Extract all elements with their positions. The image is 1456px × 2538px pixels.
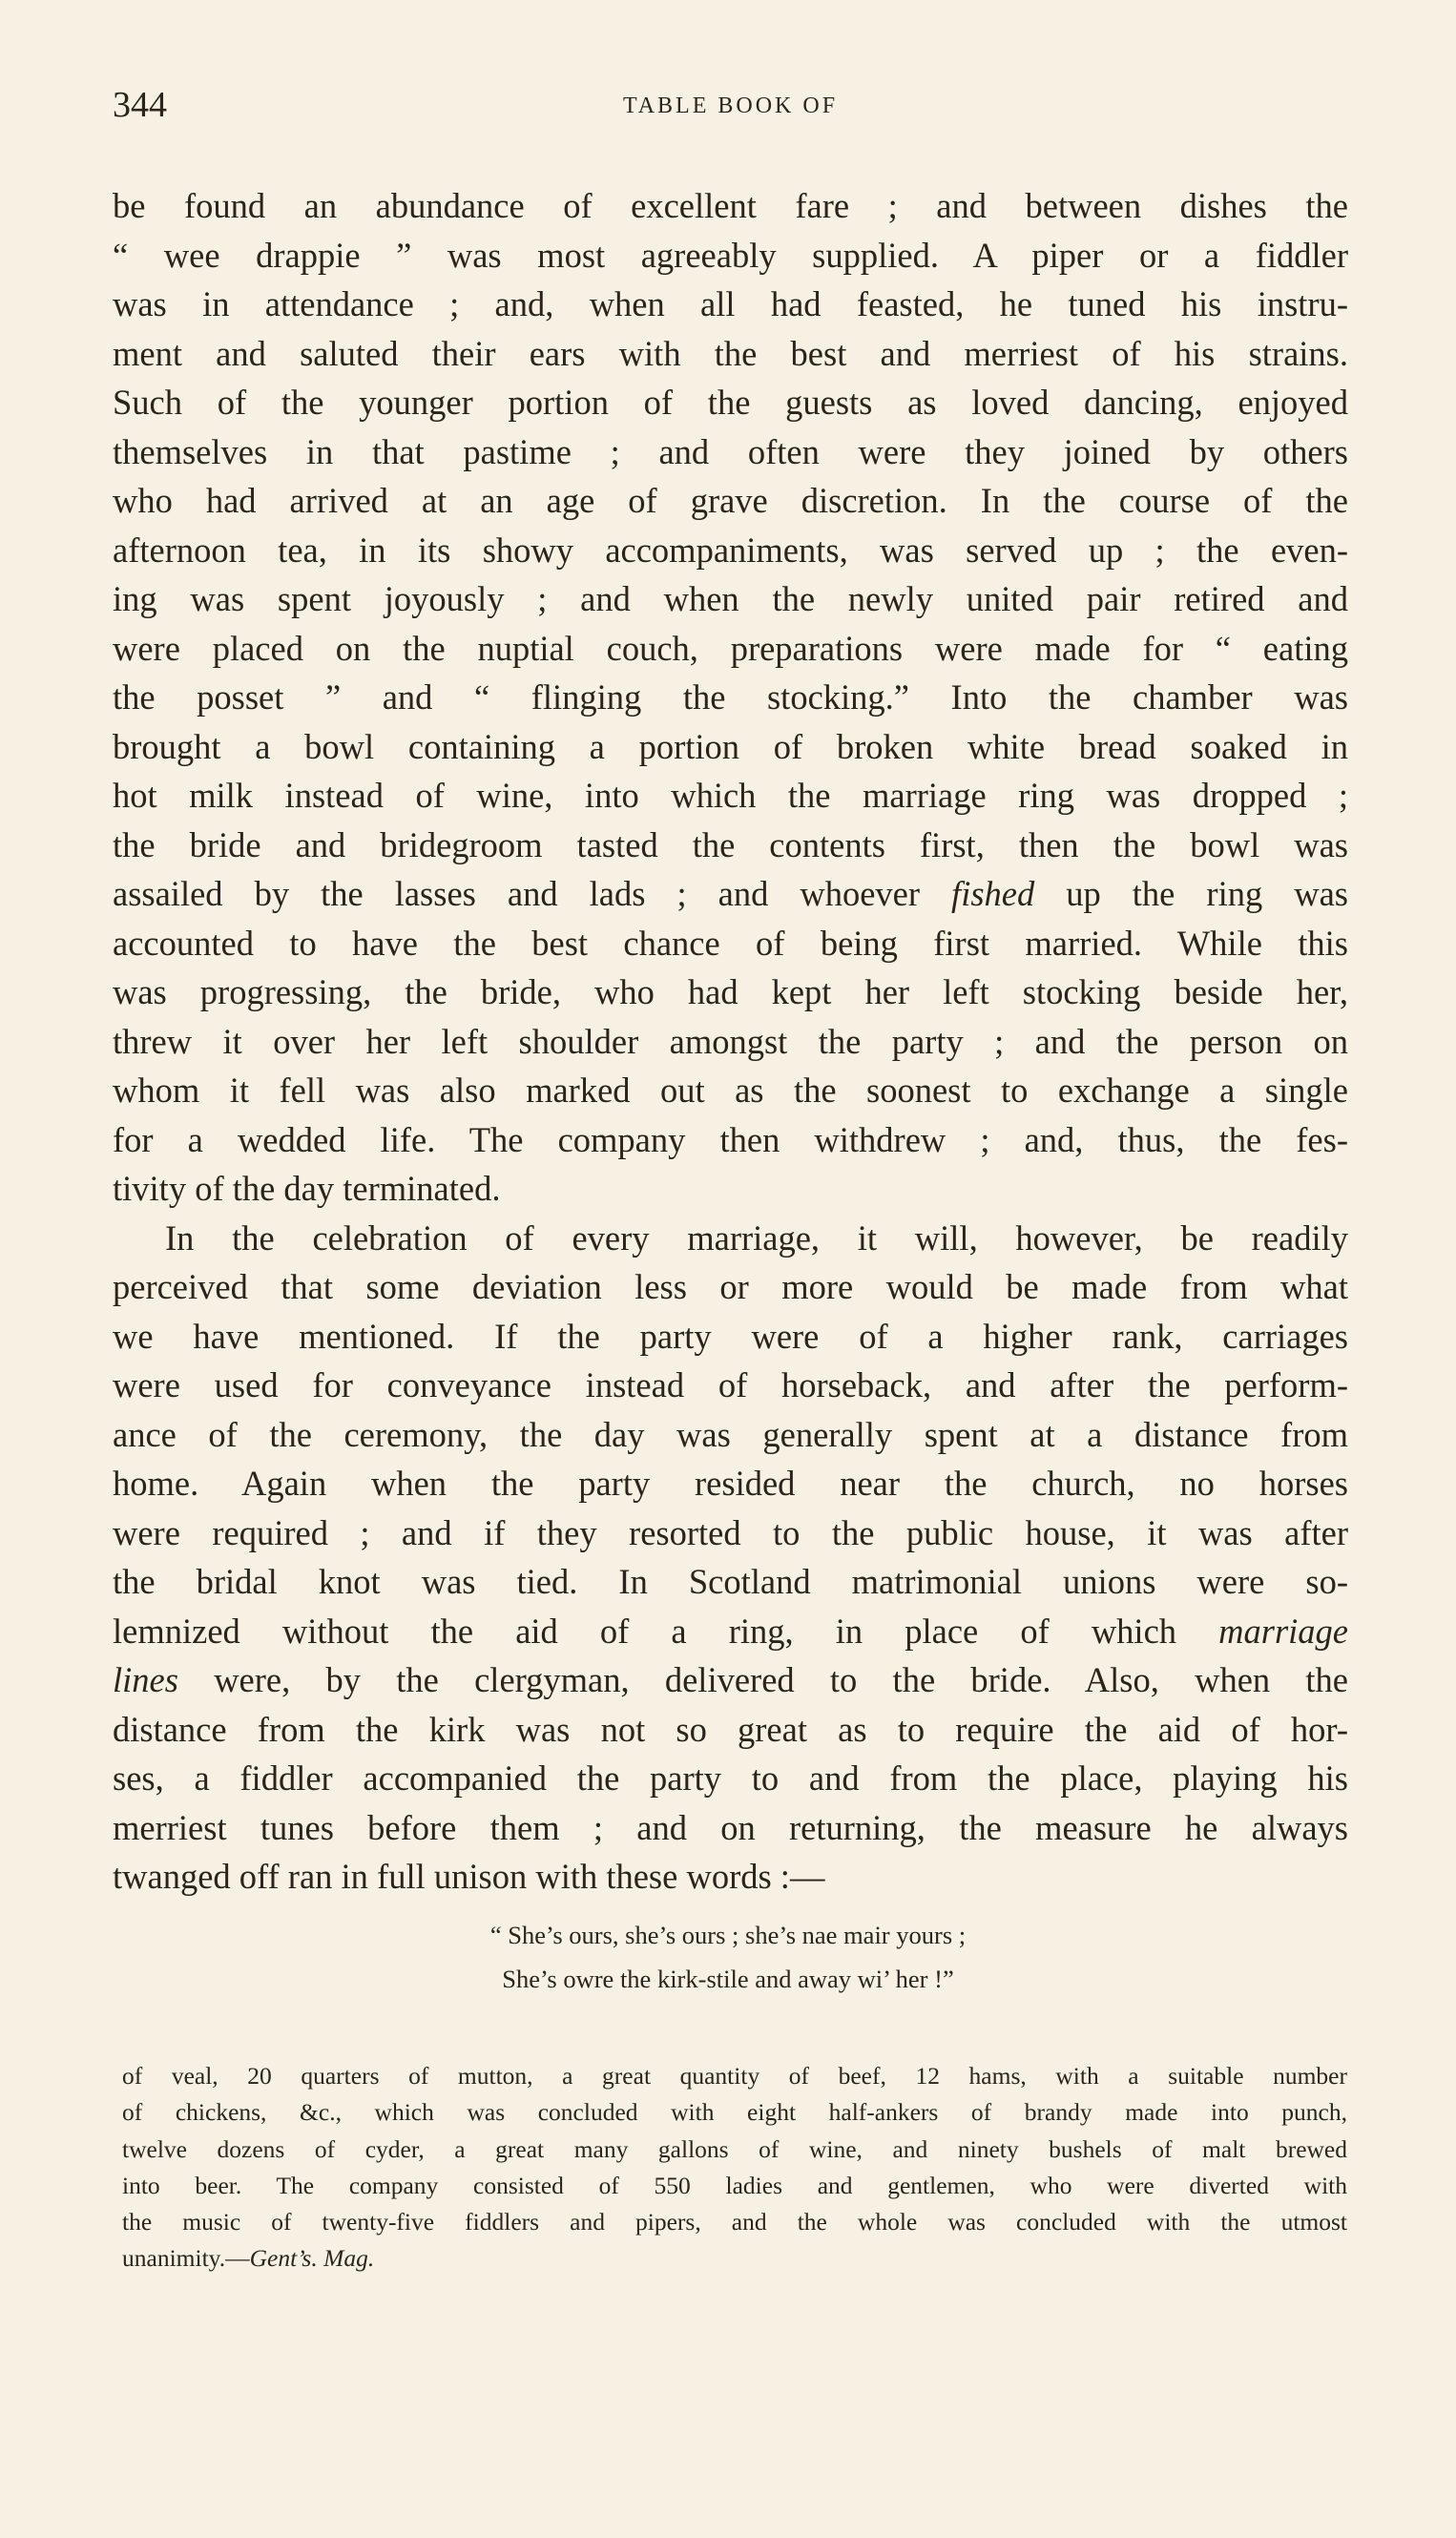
footnote-line: the music of twenty-five fiddlers and pipers, and the whole was concluded with the utmost (122, 2208, 1347, 2236)
text-segment: up the ring was (1066, 874, 1348, 913)
text-line: brought a bowl containing a portion of broken white bread soaked in (113, 726, 1348, 766)
text-line: twanged off ran in full unison with these words :— (113, 1857, 825, 1896)
text-line: accounted to have the best chance of being first married. While this (113, 923, 1348, 963)
verse-line: “ She’s ours, she’s ours ; she’s nae mair yours ; (489, 1921, 967, 1949)
text-line: “ wee drappie ” was most agreeably supplied. A piper or a fiddler (113, 235, 1348, 275)
footnote-line: into beer. The company consisted of 550 ladies and gentlemen, who were diverted with (122, 2171, 1347, 2199)
italic-word: marriage (1218, 1611, 1348, 1651)
text-line (113, 869, 1348, 919)
text-line: merriest tunes before them ; and on returning, the measure he always (113, 1807, 1348, 1847)
text-line: ment and saluted their ears with the best and merriest of his strains. (113, 333, 1348, 373)
text-line: tivity of the day terminated. (113, 1169, 501, 1208)
footnote (122, 2058, 1347, 2278)
text-line (113, 1655, 1348, 1705)
text-line: who had arrived at an age of grave discretion. In the course of the (113, 481, 1348, 520)
text-line: afternoon tea, in its showy accompaniments, was served up ; the even- (113, 530, 1348, 570)
text-line: Such of the younger portion of the guests as loved dancing, enjoyed (113, 383, 1348, 422)
text-line: were placed on the nuptial couch, preparations were made for “ eating (113, 628, 1348, 668)
text-line: distance from the kirk was not so great as to require the aid of hor- (113, 1709, 1348, 1749)
text-line: perceived that some deviation less or more would be made from what (113, 1267, 1348, 1306)
text-line: were required ; and if they resorted to the public house, it was after (113, 1512, 1348, 1552)
text-line: hot milk instead of wine, into which the marriage ring was dropped ; (113, 776, 1348, 815)
text-line: the bride and bridegroom tasted the contents first, then the bowl was (113, 824, 1348, 864)
running-head: TABLE BOOK OF (622, 94, 839, 118)
text-line: whom it fell was also marked out as the soonest to exchange a single (113, 1071, 1348, 1110)
text-segment: lemnized without the aid of a ring, in place of which (113, 1611, 1177, 1651)
footnote-line: of chickens, &c., which was concluded with eight half-ankers of brandy made into punch, (122, 2098, 1347, 2127)
text-line: we have mentioned. If the party were of a higher rank, carriages (113, 1316, 1348, 1356)
footnote-line: of veal, 20 quarters of mutton, a great quantity of beef, 12 hams, with a suitable number (122, 2062, 1347, 2090)
text-line: was in attendance ; and, when all had feasted, he tuned his instru- (113, 284, 1348, 323)
citation: Gent’s. Mag. (249, 2244, 375, 2273)
text-line: themselves in that pastime ; and often were they joined by others (113, 431, 1348, 471)
text-segment: unanimity.— (122, 2244, 250, 2273)
text-line: were used for conveyance instead of horseback, and after the perform- (113, 1365, 1348, 1404)
text-line: ance of the ceremony, the day was generally spent at a distance from (113, 1414, 1348, 1454)
italic-word: fished (951, 874, 1035, 913)
text-segment: assailed by the lasses and lads ; and whoever (113, 874, 921, 913)
text-segment: were, by the clergyman, delivered to the bride. Also, when the (214, 1660, 1349, 1699)
text-line: ing was spent joyously ; and when the newly united pair retired and (113, 579, 1348, 618)
text-line: In the celebration of every marriage, it will, however, be readily (165, 1217, 1348, 1258)
footnote-line (122, 2240, 1347, 2277)
text-line: threw it over her left shoulder amongst the party ; and the person on (113, 1021, 1348, 1061)
verse-line: She’s owre the kirk-stile and away wi’ her !” (502, 1965, 954, 1993)
text-line: home. Again when the party resided near the church, no horses (113, 1464, 1348, 1503)
verse-quote (0, 1913, 1456, 2001)
text-line (113, 1607, 1348, 1656)
page-header (113, 84, 1348, 141)
text-line: be found an abundance of excellent fare ; and between dishes the (113, 186, 1348, 225)
body-text (113, 181, 1348, 1902)
page-number: 344 (113, 85, 167, 125)
footnote-line: twelve dozens of cyder, a great many gallons of wine, and ninety bushels of malt brewed (122, 2134, 1347, 2163)
italic-word: lines (113, 1660, 178, 1699)
text-line: the bridal knot was tied. In Scotland matrimonial unions were so- (113, 1562, 1348, 1601)
text-line: ses, a fiddler accompanied the party to and from the place, playing his (113, 1758, 1348, 1798)
text-line: was progressing, the bride, who had kept her left stocking beside her, (113, 972, 1348, 1011)
text-line: the posset ” and “ flinging the stocking.” Into the chamber was (113, 677, 1348, 717)
text-line: for a wedded life. The company then withdrew ; and, thus, the fes- (113, 1119, 1348, 1159)
